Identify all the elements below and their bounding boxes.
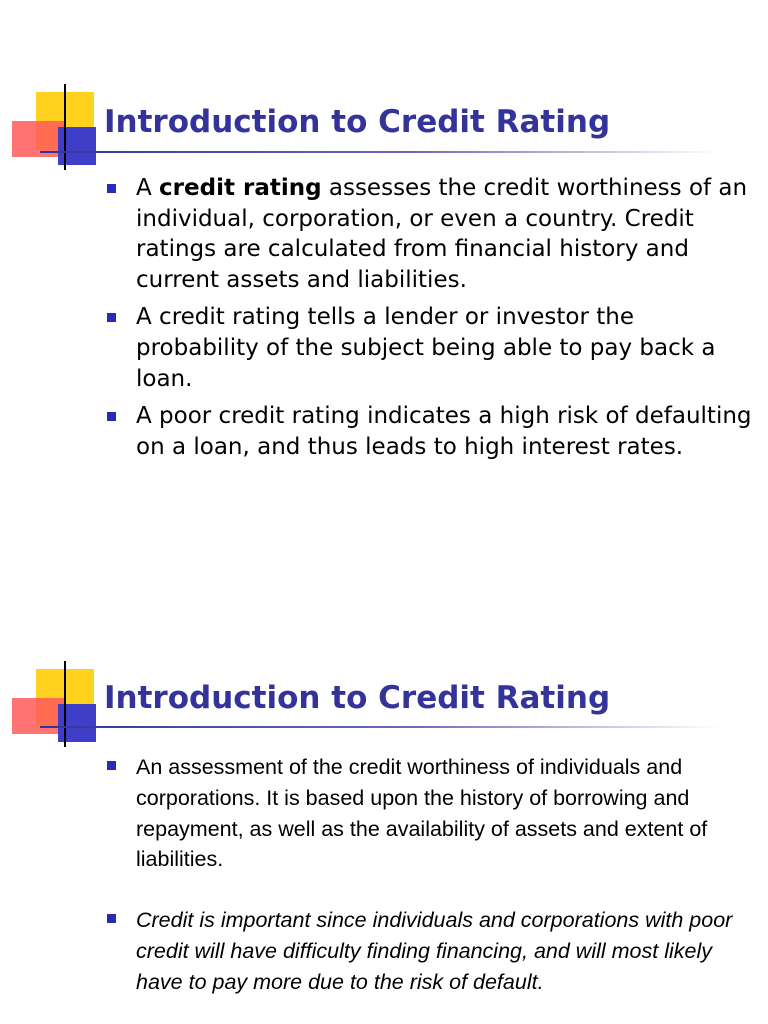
bullet-text: An assessment of the credit worthiness of individuals and corporations. It is based upon the history of borrowing and repayment, as well as the availability of assets and extent of liabilities. xyxy=(136,755,708,872)
vertical-line xyxy=(64,661,66,747)
bullet-text: Credit is important since individuals and corporations with poor credit will have difficulty finding financing, and will most likely have to pay more due to the risk of default. xyxy=(136,908,733,994)
square-bullet-icon xyxy=(107,914,116,923)
bullet-text: assesses the credit worthiness of an individual, corporation, or even a country. Credit ratings are calculated from financial history and current assets and liabilities. xyxy=(136,175,748,293)
bullet-item xyxy=(104,752,754,875)
title-underline xyxy=(40,151,720,153)
square-bullet-icon xyxy=(107,313,116,322)
bullet-item xyxy=(104,173,754,295)
bullet-text: A poor credit rating indicates a high risk of defaulting on a loan, and thus leads to high interest rates. xyxy=(136,403,752,460)
bullet-item xyxy=(104,302,754,394)
bullet-text: A xyxy=(136,175,160,201)
bullet-list xyxy=(104,173,754,469)
bullet-item xyxy=(104,401,754,462)
slide-title: Introduction to Credit Rating xyxy=(104,680,611,716)
bullet-text: A credit rating tells a lender or investor the probability of the subject being able to pay back a loan. xyxy=(136,304,716,392)
square-bullet-icon xyxy=(107,412,116,421)
slide-title: Introduction to Credit Rating xyxy=(104,104,611,140)
bullet-item xyxy=(104,905,754,997)
bullet-list xyxy=(104,752,754,1024)
bold-term: credit rating xyxy=(159,175,322,201)
square-bullet-icon xyxy=(107,184,116,193)
title-underline xyxy=(40,726,720,728)
red-square xyxy=(12,698,64,734)
slide-2 xyxy=(0,577,768,1024)
square-bullet-icon xyxy=(107,761,116,770)
vertical-line xyxy=(64,84,66,170)
